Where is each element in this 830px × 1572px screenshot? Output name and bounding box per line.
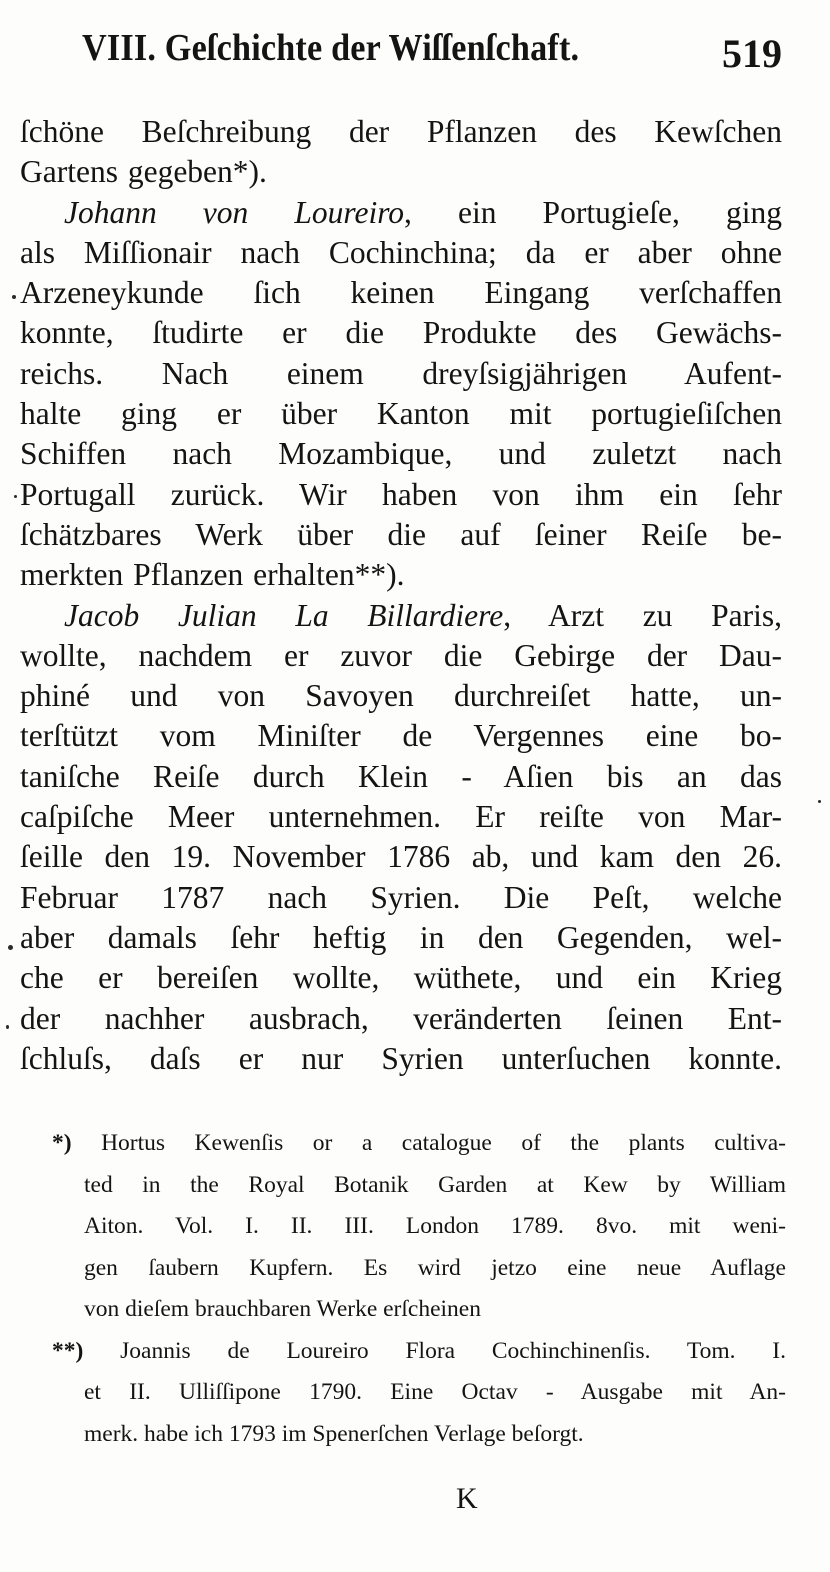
text-line: Arzeneykunde ſich keinen Eingang verſchaffen: [20, 275, 782, 311]
text-line: der nachher ausbrach, veränderten ſeinen Ent-: [20, 1000, 782, 1036]
text-line: als Miſſionair nach Cochinchina; da er aber ohne: [20, 234, 782, 270]
text-line: Februar 1787 nach Syrien. Die Peſt, welche: [20, 879, 782, 915]
footnote-line: **) Joannis de Loureiro Flora Cochinchinenſis. Tom. I.: [52, 1337, 786, 1364]
text-line: Johann von Loureiro, ein Portugieſe, ging: [64, 194, 782, 230]
text-line: ſchätzbares Werk über die auf ſeiner Reiſe be-: [20, 516, 782, 552]
text-line: caſpiſche Meer unternehmen. Er reiſte von Mar-: [20, 799, 782, 835]
text-line: wollte, nachdem er zuvor die Gebirge der Dau-: [20, 637, 782, 673]
text-line: Jacob Julian La Billardiere, Arzt zu Paris,: [64, 597, 783, 633]
text-line: terſtützt vom Miniſter de Vergennes eine bo-: [20, 718, 782, 754]
footnote-marker: *): [52, 1130, 72, 1156]
text-line: Portugall zurück. Wir haben von ihm ein ſehr: [20, 476, 782, 512]
ink-speck: [8, 945, 13, 950]
person-name: Jacob Julian La Billardiere: [64, 597, 504, 633]
footnote-line: gen ſaubern Kupfern. Es wird jetzo eine neue Auflage: [84, 1254, 786, 1281]
footnotes: [52, 1123, 786, 1455]
footnote-line: von dieſem brauchbaren Werke erſcheinen: [84, 1296, 481, 1322]
text-line: konnte, ſtudirte er die Produkte des Gewächs-: [20, 315, 782, 351]
person-name: Johann von Loureiro: [64, 194, 405, 230]
footnote-line: merk. habe ich 1793 im Spenerſchen Verlage beſorgt.: [84, 1420, 584, 1447]
footnote-line: ted in the Royal Botanik Garden at Kew by William: [84, 1171, 786, 1198]
page-number: 519: [722, 31, 782, 76]
ink-speck: [6, 1025, 9, 1029]
footnote-line: Aiton. Vol. I. II. III. London 1789. 8vo. mit weni-: [84, 1213, 786, 1239]
signature-mark: K: [456, 1482, 478, 1515]
text-line: Schiffen nach Mozambique, und zuletzt nach: [20, 436, 782, 472]
text-line: aber damals ſehr heftig in den Gegenden, wel-: [20, 919, 782, 955]
text-line: ſchöne Beſchreibung der Pflanzen des Kewſchen: [20, 114, 782, 149]
ink-speck: [818, 800, 821, 803]
main-text: [20, 112, 782, 1079]
text-line: halte ging er über Kanton mit portugieſiſchen: [20, 396, 782, 432]
text-line: phiné und von Savoyen durchreiſet hatte, un-: [20, 678, 782, 714]
text-line: reichs. Nach einem dreyſsigjährigen Aufent-: [20, 355, 782, 391]
text-line: che er bereiſen wollte, wüthete, und ein Krieg: [20, 960, 782, 996]
ink-speck: [12, 295, 16, 299]
chapter-title: VIII. Geſchichte der Wiſſenſchaft.: [82, 27, 580, 69]
text-line: ſchluſs, daſs er nur Syrien unterſuchen konnte.: [20, 1040, 782, 1076]
text-line: merkten Pflanzen erhalten**).: [20, 557, 405, 593]
footnote-line: et II. Ulliſſipone 1790. Eine Octav - Ausgabe mit An-: [84, 1379, 786, 1405]
footnote-marker: **): [52, 1337, 84, 1364]
text-line: Gartens gegeben*).: [20, 154, 267, 190]
ink-speck: [14, 495, 17, 498]
text-line: taniſche Reiſe durch Klein - Aſien bis an das: [20, 758, 782, 794]
footnote-line: *) Hortus Kewenſis or a catalogue of the plants cultiva-: [52, 1130, 786, 1156]
text-line: ſeille den 19. November 1786 ab, und kam den 26.: [20, 839, 782, 875]
running-head: [82, 26, 782, 86]
